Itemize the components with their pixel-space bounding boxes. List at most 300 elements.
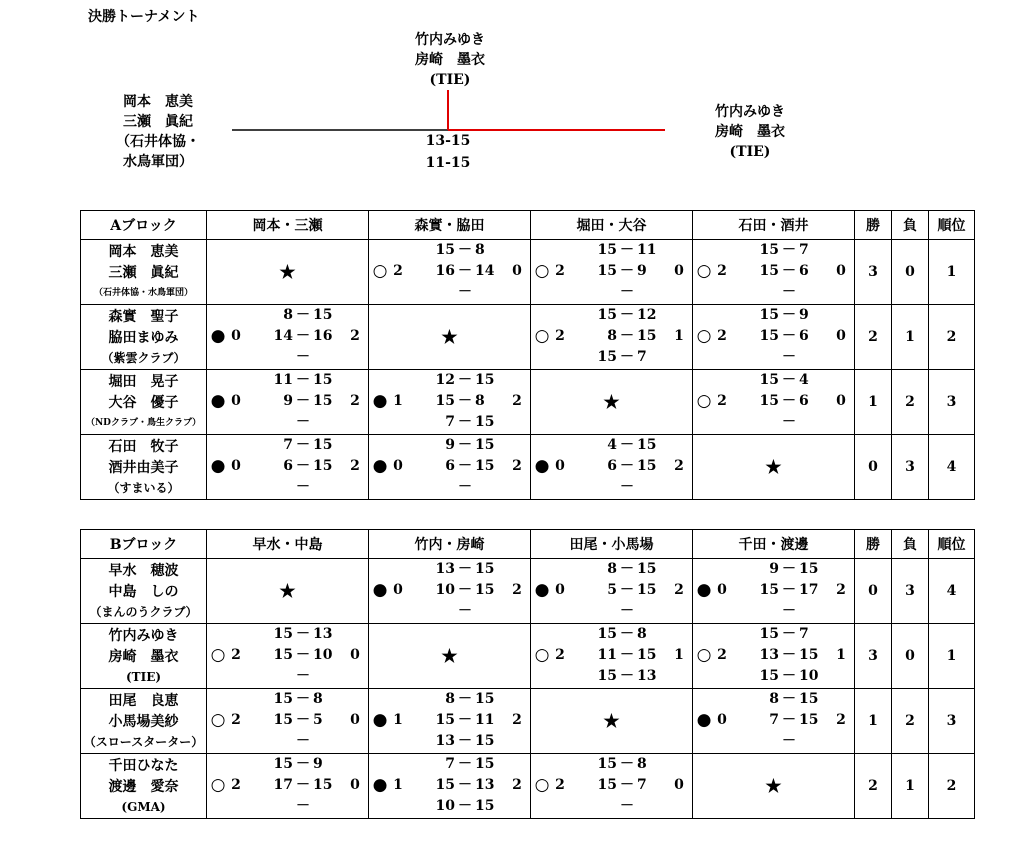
set-score-opp: 15 [313, 458, 333, 474]
set-score-dash: － [458, 263, 472, 279]
match-result-cell [693, 305, 855, 370]
set-score-dash: － [458, 393, 472, 409]
losses-count: 3 [892, 559, 929, 624]
win-circle-icon: ○ [372, 261, 388, 281]
set-score-own: 8 [445, 691, 455, 707]
set-score-dash: － [782, 349, 796, 365]
team-name-cell [81, 240, 207, 305]
set-score [531, 559, 692, 580]
set-score [207, 666, 368, 687]
set-score-own: 13 [435, 733, 455, 749]
set-score-dash: － [620, 582, 634, 598]
wins-count: 3 [855, 240, 892, 305]
wins-count: 0 [855, 435, 892, 500]
set-score-opp: 6 [799, 393, 809, 409]
set-score-dash: － [296, 372, 310, 388]
set-score-own: 7 [445, 756, 455, 772]
set-score-own: 15 [759, 328, 779, 344]
team-club: （スロースターター） [83, 735, 204, 749]
rank-value: 2 [929, 305, 975, 370]
set-score-opp: 7 [799, 626, 809, 642]
sets-lost: 2 [512, 582, 522, 598]
set-score [531, 624, 692, 645]
set-score-opp: 7 [637, 777, 647, 793]
set-score-dash: － [296, 414, 310, 430]
set-score [369, 370, 530, 391]
sets-lost: 0 [350, 712, 360, 728]
final-left-player-1: 岡本 恵美 [123, 94, 193, 110]
player-name: 房崎 墨衣 [108, 649, 179, 665]
sets-won: 0 [393, 458, 403, 474]
table-row [81, 240, 975, 305]
sets-won: 0 [555, 458, 565, 474]
sets-won: 2 [555, 777, 565, 793]
block-b-table [80, 529, 975, 819]
team-club: （まんのうクラブ） [89, 605, 198, 619]
table-row [81, 559, 975, 624]
set-score-opp: 15 [637, 458, 657, 474]
sets-won: 2 [717, 647, 727, 663]
set-score-own: 15 [597, 626, 617, 642]
sets-won: 2 [393, 263, 403, 279]
set-score [693, 559, 854, 580]
set-score [369, 689, 530, 710]
set-score-dash: － [458, 414, 472, 430]
team-club: （NDクラブ・鳥生クラブ） [85, 418, 202, 428]
final-left-club-1: （石井体協・ [116, 134, 200, 150]
set-score-dash: － [782, 668, 796, 684]
set-score-dash: － [782, 626, 796, 642]
set-score-own: 15 [597, 307, 617, 323]
sets-won: 0 [717, 712, 727, 728]
set-score-dash: － [296, 777, 310, 793]
final-top-player-1: 竹内みゆき [415, 32, 485, 48]
set-score-dash: － [620, 263, 634, 279]
match-result-cell [207, 370, 369, 435]
set-score [207, 689, 368, 710]
set-score-dash: － [782, 328, 796, 344]
sets-won: 2 [555, 328, 565, 344]
losses-count: 3 [892, 435, 929, 500]
set-score-dash: － [620, 668, 634, 684]
set-score-dash: － [620, 626, 634, 642]
set-score-dash: － [458, 733, 472, 749]
set-score-dash: － [458, 777, 472, 793]
set-score-opp: 15 [313, 437, 333, 453]
sets-lost: 0 [674, 263, 684, 279]
set-score-own: 13 [435, 561, 455, 577]
set-score-opp: 8 [313, 691, 323, 707]
set-score-dash: － [458, 242, 472, 258]
player-name: 脇田まゆみ [108, 330, 179, 346]
set-score-opp: 13 [475, 777, 495, 793]
set-score-own: 15 [273, 712, 293, 728]
match-result-cell [693, 624, 855, 689]
set-score-opp: 15 [313, 372, 333, 388]
set-score-opp: 5 [313, 712, 323, 728]
sets-lost: 0 [836, 328, 846, 344]
sets-lost: 2 [512, 712, 522, 728]
set-score-dash: － [620, 479, 634, 495]
set-score-dash: － [620, 777, 634, 793]
set-score-opp: 15 [475, 582, 495, 598]
set-score-dash: － [620, 458, 634, 474]
set-score [207, 754, 368, 775]
set-score-opp: 15 [475, 458, 495, 474]
losses-count: 0 [892, 624, 929, 689]
set-score-dash: － [296, 756, 310, 772]
team-name-cell [81, 305, 207, 370]
match-result-cell [693, 240, 855, 305]
loss-dot-icon: ● [210, 326, 226, 346]
sets-lost: 2 [674, 582, 684, 598]
final-left-club-2: 水鳥軍団） [123, 154, 193, 170]
final-left-player-2: 三瀬 眞紀 [123, 114, 193, 130]
set-score-dash: － [458, 603, 472, 619]
player-name: 早水 穂波 [108, 563, 179, 579]
set-score-opp: 9 [313, 756, 323, 772]
loss-dot-icon: ● [696, 580, 712, 600]
match-result-cell [693, 559, 855, 624]
team-club: （すまいる） [107, 481, 180, 495]
rank-value: 4 [929, 559, 975, 624]
match-result-cell [531, 435, 693, 500]
set-score-own: 13 [759, 647, 779, 663]
set-score-own: 6 [445, 458, 455, 474]
set-score [693, 601, 854, 622]
set-score [693, 305, 854, 326]
set-score-dash: － [782, 647, 796, 663]
team-name-cell [81, 370, 207, 435]
win-circle-icon: ○ [534, 775, 550, 795]
column-header: 千田・渡邊 [693, 530, 855, 559]
column-header: 順位 [929, 530, 975, 559]
self-match-star-icon: ★ [531, 370, 693, 435]
set-score [369, 435, 530, 456]
set-score-own: 7 [445, 414, 455, 430]
set-score-dash: － [782, 284, 796, 300]
rank-value: 2 [929, 754, 975, 819]
loss-dot-icon: ● [534, 580, 550, 600]
set-score-dash: － [782, 307, 796, 323]
rank-value: 1 [929, 624, 975, 689]
set-score-own: 15 [597, 777, 617, 793]
set-score-opp: 13 [313, 626, 333, 642]
set-score-dash: － [620, 307, 634, 323]
set-score-dash: － [296, 668, 310, 684]
loss-dot-icon: ● [372, 456, 388, 476]
losses-count: 2 [892, 689, 929, 754]
set-score-opp: 15 [475, 756, 495, 772]
set-score [369, 796, 530, 817]
set-score-dash: － [296, 458, 310, 474]
loss-dot-icon: ● [372, 391, 388, 411]
table-row [81, 435, 975, 500]
match-result-cell [369, 370, 531, 435]
match-result-cell [531, 754, 693, 819]
team-name-cell [81, 559, 207, 624]
set-score-dash: － [782, 603, 796, 619]
set-score-dash: － [620, 284, 634, 300]
sets-won: 2 [717, 263, 727, 279]
set-score-own: 5 [607, 582, 617, 598]
losses-count: 0 [892, 240, 929, 305]
set-score-own: 17 [273, 777, 293, 793]
set-score-opp: 15 [475, 414, 495, 430]
set-score-dash: － [458, 561, 472, 577]
set-score [207, 370, 368, 391]
set-score-dash: － [782, 582, 796, 598]
set-score-opp: 15 [637, 582, 657, 598]
sets-won: 2 [231, 712, 241, 728]
set-score-opp: 8 [637, 626, 647, 642]
match-result-cell [693, 370, 855, 435]
set-score-opp: 15 [475, 561, 495, 577]
set-score-dash: － [458, 691, 472, 707]
sets-won: 1 [393, 393, 403, 409]
sets-won: 2 [555, 647, 565, 663]
column-header: 岡本・三瀬 [207, 211, 369, 240]
set-score-own: 14 [273, 328, 293, 344]
set-score-dash: － [296, 712, 310, 728]
set-score-own: 15 [759, 626, 779, 642]
set-score [693, 370, 854, 391]
block-header-row [81, 530, 975, 559]
player-name: 森實 聖子 [108, 309, 179, 325]
set-score-opp: 15 [799, 691, 819, 707]
team-club: (GMA) [121, 800, 166, 814]
sets-lost: 1 [674, 647, 684, 663]
player-name: 大谷 優子 [108, 395, 179, 411]
column-header: 堀田・大谷 [531, 211, 693, 240]
match-result-cell [369, 559, 531, 624]
match-result-cell [531, 559, 693, 624]
set-score-opp: 13 [637, 668, 657, 684]
set-score [369, 477, 530, 498]
final-score-set-1: 13-15 [425, 133, 471, 149]
player-name: 渡邊 愛奈 [108, 779, 179, 795]
column-header: 負 [892, 530, 929, 559]
wins-count: 0 [855, 559, 892, 624]
set-score [531, 435, 692, 456]
set-score-own: 15 [273, 626, 293, 642]
set-score-dash: － [620, 328, 634, 344]
sets-lost: 2 [512, 393, 522, 409]
loss-dot-icon: ● [210, 456, 226, 476]
set-score-opp: 7 [637, 349, 647, 365]
set-score-dash: － [458, 284, 472, 300]
player-name: 中島 しの [108, 584, 179, 600]
win-circle-icon: ○ [210, 645, 226, 665]
set-score-opp: 7 [799, 242, 809, 258]
self-match-star-icon: ★ [693, 754, 855, 819]
set-score-dash: － [458, 458, 472, 474]
set-score-own: 15 [597, 242, 617, 258]
set-score [207, 477, 368, 498]
rank-value: 4 [929, 435, 975, 500]
column-header: 負 [892, 211, 929, 240]
table-row [81, 689, 975, 754]
table-row [81, 624, 975, 689]
set-score-dash: － [782, 712, 796, 728]
set-score [693, 624, 854, 645]
set-score-opp: 15 [313, 777, 333, 793]
set-score-own: 15 [597, 349, 617, 365]
set-score-dash: － [458, 582, 472, 598]
set-score [369, 412, 530, 433]
set-score-opp: 8 [475, 393, 485, 409]
set-score-opp: 9 [799, 307, 809, 323]
block-name: Bブロック [81, 530, 207, 559]
sets-lost: 2 [350, 328, 360, 344]
column-header: 田尾・小馬場 [531, 530, 693, 559]
set-score-opp: 15 [799, 561, 819, 577]
sets-won: 2 [231, 777, 241, 793]
column-header: 勝 [855, 530, 892, 559]
table-row [81, 754, 975, 819]
set-score [207, 624, 368, 645]
sets-lost: 0 [836, 263, 846, 279]
set-score-dash: － [296, 691, 310, 707]
final-winner-pair [698, 102, 802, 162]
set-score-own: 15 [273, 691, 293, 707]
table-row [81, 370, 975, 435]
set-score-opp: 9 [637, 263, 647, 279]
set-score-own: 12 [435, 372, 455, 388]
set-score-dash: － [296, 647, 310, 663]
sets-lost: 0 [350, 647, 360, 663]
block-a-table [80, 210, 975, 500]
set-score-own: 6 [607, 458, 617, 474]
set-score-dash: － [620, 798, 634, 814]
set-score [207, 435, 368, 456]
sets-lost: 0 [350, 777, 360, 793]
block-header-row [81, 211, 975, 240]
set-score-own: 8 [607, 328, 617, 344]
sets-lost: 2 [674, 458, 684, 474]
rank-value: 1 [929, 240, 975, 305]
column-header: 早水・中島 [207, 530, 369, 559]
win-circle-icon: ○ [696, 391, 712, 411]
set-score [207, 731, 368, 752]
rank-value: 3 [929, 689, 975, 754]
set-score-dash: － [296, 626, 310, 642]
set-score-opp: 12 [637, 307, 657, 323]
set-score-opp: 15 [313, 307, 333, 323]
match-result-cell [207, 754, 369, 819]
set-score [369, 601, 530, 622]
set-score-dash: － [458, 479, 472, 495]
set-score-opp: 10 [313, 647, 333, 663]
set-score-opp: 15 [799, 712, 819, 728]
set-score-dash: － [782, 393, 796, 409]
player-name: 岡本 恵美 [108, 244, 179, 260]
set-score-dash: － [620, 437, 634, 453]
final-top-club: (TIE) [429, 72, 471, 88]
loss-dot-icon: ● [372, 580, 388, 600]
set-score-own: 7 [283, 437, 293, 453]
wins-count: 2 [855, 754, 892, 819]
match-result-cell [693, 689, 855, 754]
set-score [207, 347, 368, 368]
set-score-opp: 11 [637, 242, 657, 258]
sets-lost: 1 [674, 328, 684, 344]
set-score-dash: － [296, 328, 310, 344]
sets-won: 0 [231, 328, 241, 344]
win-circle-icon: ○ [696, 326, 712, 346]
set-score [369, 731, 530, 752]
set-score-opp: 15 [475, 798, 495, 814]
set-score-dash: － [782, 242, 796, 258]
sets-won: 2 [717, 393, 727, 409]
set-score-own: 6 [283, 458, 293, 474]
column-header: 勝 [855, 211, 892, 240]
sets-won: 1 [393, 712, 403, 728]
final-top-player-2: 房崎 墨衣 [415, 52, 485, 68]
set-score [693, 731, 854, 752]
set-score [531, 305, 692, 326]
sets-lost: 0 [674, 777, 684, 793]
set-score [207, 412, 368, 433]
set-score-opp: 8 [637, 756, 647, 772]
set-score-opp: 4 [799, 372, 809, 388]
player-name: 小馬場美紗 [108, 714, 179, 730]
set-score-own: 15 [273, 756, 293, 772]
match-result-cell [531, 305, 693, 370]
sets-lost: 1 [836, 647, 846, 663]
set-score-dash: － [458, 798, 472, 814]
team-name-cell [81, 624, 207, 689]
set-score-own: 8 [283, 307, 293, 323]
sets-won: 0 [555, 582, 565, 598]
set-score-own: 15 [435, 242, 455, 258]
set-score-dash: － [620, 603, 634, 619]
set-score-opp: 15 [475, 372, 495, 388]
wins-count: 1 [855, 370, 892, 435]
set-score-own: 15 [273, 647, 293, 663]
match-result-cell [207, 624, 369, 689]
set-score-opp: 17 [799, 582, 819, 598]
set-score-dash: － [296, 393, 310, 409]
loss-dot-icon: ● [372, 710, 388, 730]
rank-value: 3 [929, 370, 975, 435]
set-score-opp: 14 [475, 263, 495, 279]
self-match-star-icon: ★ [369, 624, 531, 689]
set-score [693, 412, 854, 433]
sets-won: 2 [555, 263, 565, 279]
sets-won: 2 [717, 328, 727, 344]
self-match-star-icon: ★ [207, 559, 369, 624]
set-score-dash: － [296, 479, 310, 495]
loss-dot-icon: ● [696, 710, 712, 730]
set-score-dash: － [296, 437, 310, 453]
set-score-own: 15 [759, 242, 779, 258]
match-result-cell [369, 435, 531, 500]
set-score [693, 666, 854, 687]
sets-won: 2 [231, 647, 241, 663]
player-name: 酒井由美子 [108, 460, 179, 476]
set-score [207, 305, 368, 326]
set-score-dash: － [296, 733, 310, 749]
win-circle-icon: ○ [534, 326, 550, 346]
wins-count: 3 [855, 624, 892, 689]
set-score-dash: － [782, 372, 796, 388]
set-score [693, 240, 854, 261]
set-score-opp: 15 [313, 393, 333, 409]
column-header: 石田・酒井 [693, 211, 855, 240]
sets-won: 0 [231, 458, 241, 474]
set-score-own: 16 [435, 263, 455, 279]
